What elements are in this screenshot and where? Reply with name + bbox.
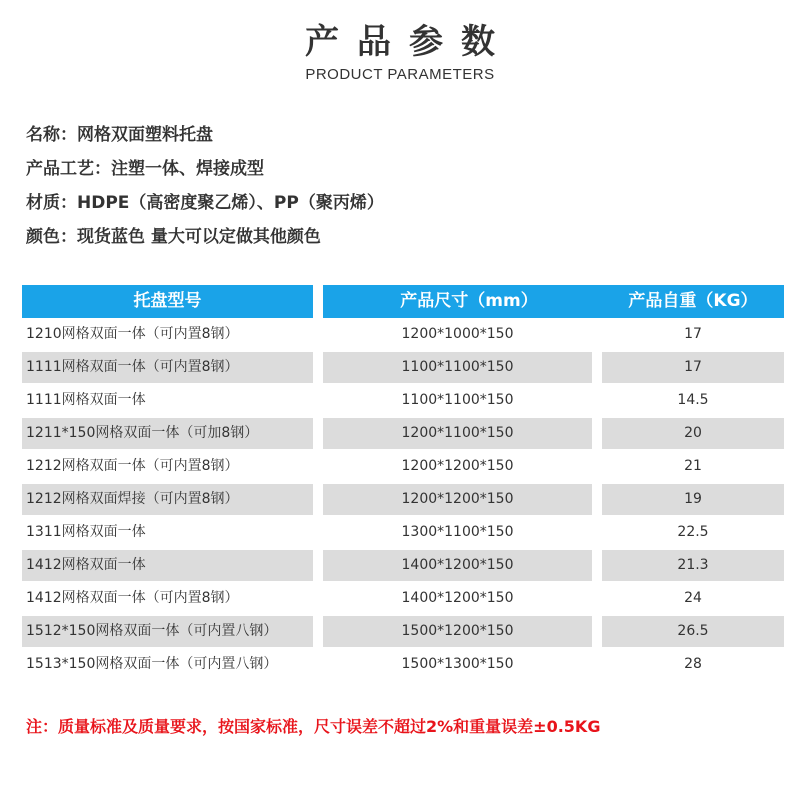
header-model: 托盘型号 — [22, 285, 313, 318]
cell-model: 1412网格双面一体 — [22, 550, 313, 581]
table-row — [22, 648, 784, 681]
cell-size: 1100*1100*150 — [401, 392, 514, 408]
table-row — [22, 351, 784, 384]
spec-process: 产品工艺：注塑一体、焊接成型 — [26, 159, 264, 179]
table-row — [22, 417, 784, 450]
cell-weight: 14.5 — [677, 392, 709, 408]
cell-size: 1200*1200*150 — [401, 458, 514, 474]
table-row — [22, 582, 784, 615]
cell-model: 1211*150网格双面一体（可加8钢） — [22, 418, 313, 449]
page-title: 产品参数 — [305, 22, 513, 62]
cell-weight: 17 — [602, 352, 784, 383]
cell-model: 1311网格双面一体 — [26, 524, 146, 540]
cell-size: 1400*1200*150 — [401, 590, 514, 606]
cell-model: 1412网格双面一体（可内置8钢） — [26, 590, 239, 606]
table-row — [22, 615, 784, 648]
cell-weight: 21.3 — [602, 550, 784, 581]
cell-model: 1111网格双面一体（可内置8钢） — [22, 352, 313, 383]
cell-size: 1200*1100*150 — [323, 418, 592, 449]
cell-weight: 21 — [684, 458, 702, 474]
cell-size: 1500*1200*150 — [323, 616, 592, 647]
cell-model: 1512*150网格双面一体（可内置八钢） — [22, 616, 313, 647]
table-body — [22, 318, 784, 681]
cell-model: 1212网格双面一体（可内置8钢） — [26, 458, 239, 474]
header-weight: 产品自重（KG） — [602, 285, 784, 318]
table-row — [22, 549, 784, 582]
table-row — [22, 384, 784, 417]
cell-model: 1111网格双面一体 — [26, 392, 146, 408]
cell-model: 1513*150网格双面一体（可内置八钢） — [26, 656, 278, 672]
cell-weight: 24 — [684, 590, 702, 606]
page-subtitle: PRODUCT PARAMETERS — [305, 66, 495, 83]
cell-size: 1100*1100*150 — [323, 352, 592, 383]
spec-material: 材质：HDPE（高密度聚乙烯）、PP（聚丙烯） — [26, 193, 384, 213]
cell-weight: 19 — [602, 484, 784, 515]
cell-weight: 22.5 — [677, 524, 709, 540]
cell-size: 1300*1100*150 — [401, 524, 514, 540]
table-header — [22, 285, 784, 318]
cell-weight: 17 — [684, 326, 702, 342]
cell-size: 1400*1200*150 — [323, 550, 592, 581]
cell-weight: 28 — [684, 656, 702, 672]
table-row — [22, 483, 784, 516]
cell-size: 1500*1300*150 — [401, 656, 514, 672]
header-size: 产品尺寸（mm） — [323, 285, 615, 318]
cell-model: 1212网格双面焊接（可内置8钢） — [22, 484, 313, 515]
table-row — [22, 516, 784, 549]
spec-color: 颜色：现货蓝色 量大可以定做其他颜色 — [26, 227, 321, 247]
cell-size: 1200*1200*150 — [323, 484, 592, 515]
quality-note: 注：质量标准及质量要求，按国家标准，尺寸误差不超过2%和重量误差±0.5KG — [26, 717, 601, 736]
table-row — [22, 318, 784, 351]
spec-name: 名称：网格双面塑料托盘 — [26, 125, 213, 145]
cell-weight: 26.5 — [602, 616, 784, 647]
table-row — [22, 450, 784, 483]
cell-model: 1210网格双面一体（可内置8钢） — [26, 326, 239, 342]
spec-table — [22, 285, 784, 672]
cell-weight: 20 — [602, 418, 784, 449]
cell-size: 1200*1000*150 — [401, 326, 514, 342]
spec-list — [26, 118, 786, 254]
